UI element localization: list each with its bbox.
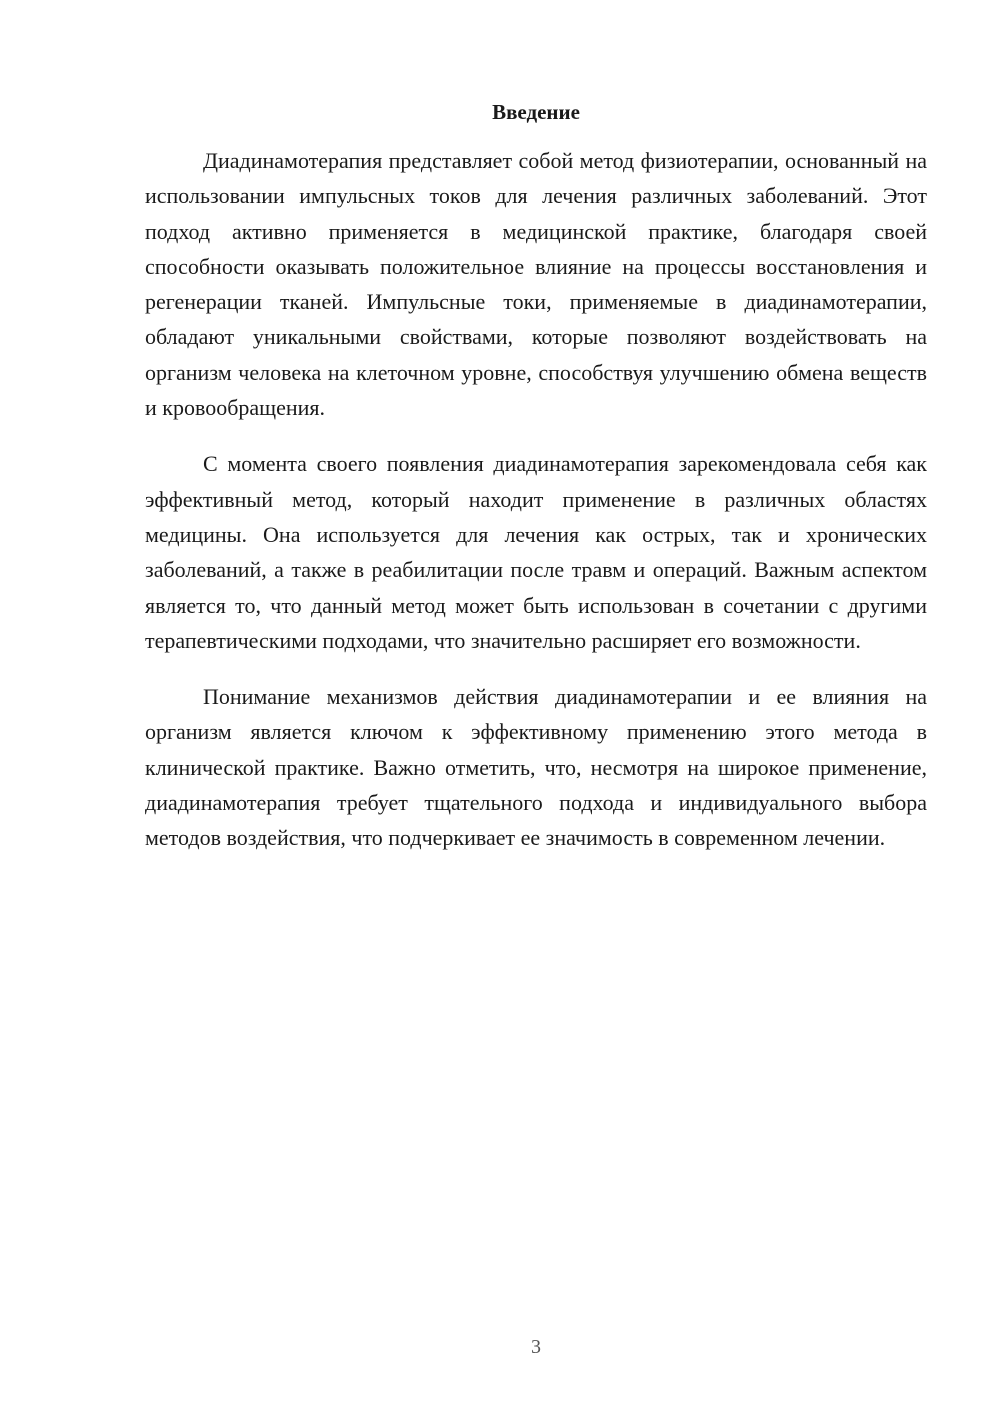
paragraph-1: Диадинамотерапия представляет собой метод физиотерапии, основанный на использовании импульсных токов для лечения различных заболеваний. Этот подход активно применяется в медицинской практике, благодаря своей способности оказывать положительное влияние на процессы восстановления и регенерации тканей. Импульсные токи, применяемые в диадинамотерапии, обладают уникальными свойствами, которые позволяют воздействовать на организм человека на клеточном уровне, способствуя улучшению обмена веществ и кровообращения.: [145, 148, 927, 421]
section-heading: Введение: [492, 100, 580, 124]
body-text: [145, 143, 927, 877]
paragraph-2: С момента своего появления диадинамотерапия зарекомендовала себя как эффективный метод, который находит применение в различных областях медицины. Она используется для лечения как острых, так и хронических заболеваний, а также в реабилитации после травм и операций. Важным аспектом является то, что данный метод может быть использован в сочетании с другими терапевтическими подходами, что значительно расширяет его возможности.: [145, 451, 927, 653]
page-number: 3: [531, 1336, 541, 1358]
paragraph-3: Понимание механизмов действия диадинамотерапии и ее влияния на организм является ключом к эффективному применению этого метода в клинической практике. Важно отметить, что, несмотря на широкое применение, диадинамотерапия требует тщательного подхода и индивидуального выбора методов воздействия, что подчеркивает ее значимость в современном лечении.: [145, 684, 927, 851]
